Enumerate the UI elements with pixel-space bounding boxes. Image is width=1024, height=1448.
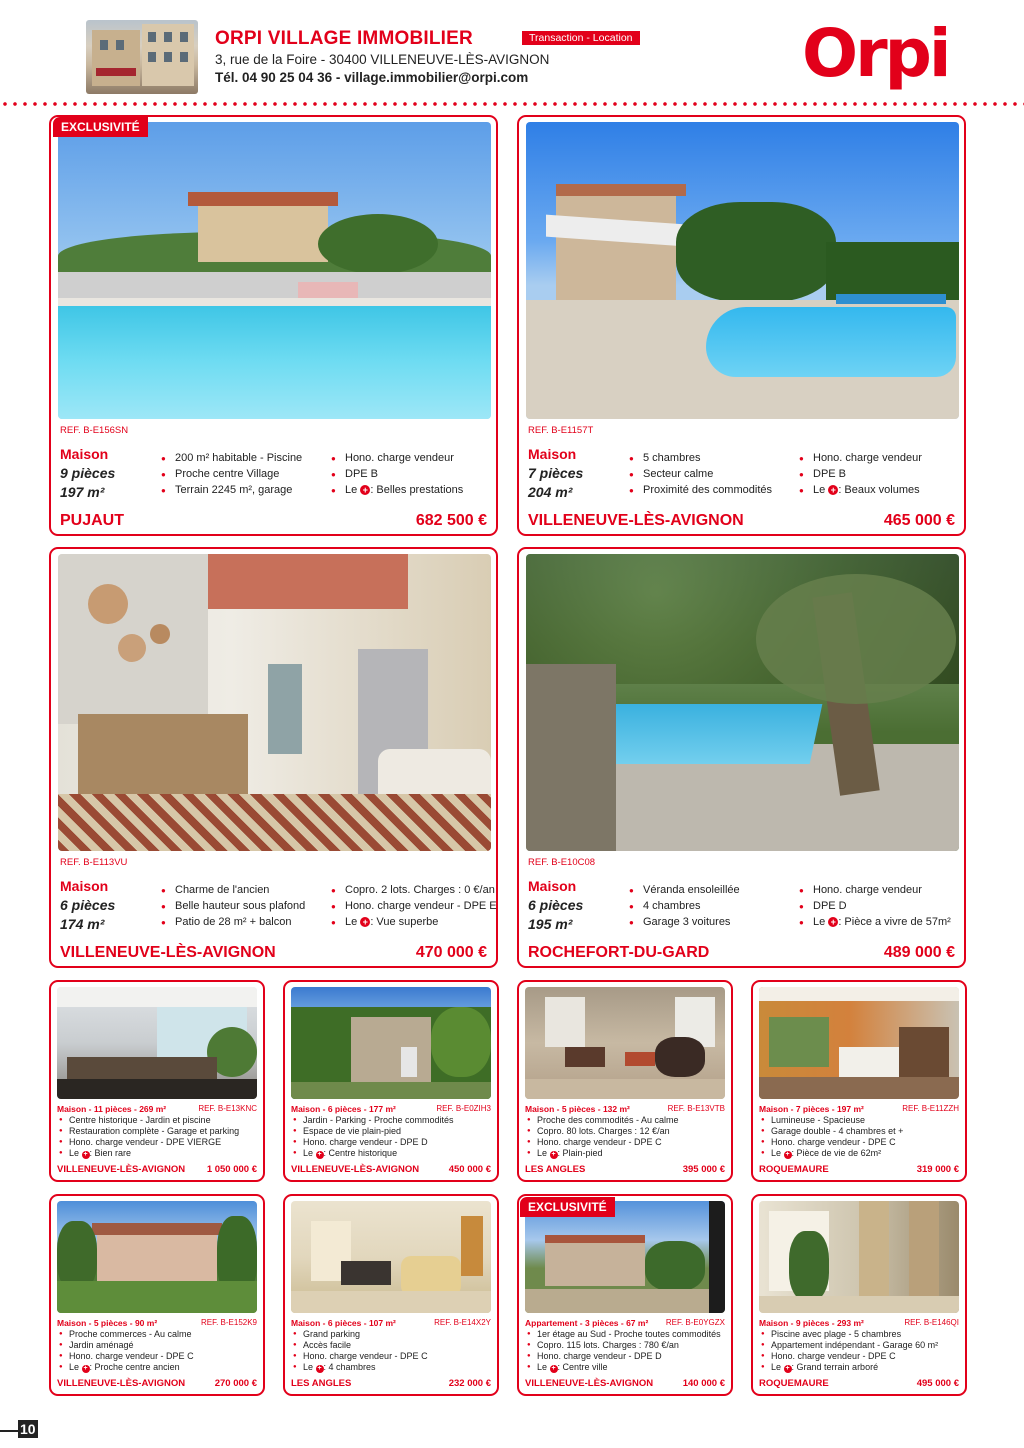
feature-item	[525, 1148, 679, 1159]
feature-item: ● Hono. charge vendeur - DPE C	[759, 1137, 903, 1148]
listing-price: 319 000 €	[916, 1164, 959, 1175]
feature-item	[525, 1362, 721, 1373]
listing-city: ROQUEMAURE	[759, 1164, 829, 1175]
listing-ref: REF. B-E113VU	[60, 857, 128, 868]
listing-area: 204 m²	[528, 484, 573, 500]
plus-icon: +	[360, 917, 370, 927]
feature-item: ● Belle hauteur sous plafond	[161, 900, 305, 912]
listing-ref: REF. B-E0YGZX	[665, 1318, 725, 1327]
listing-ref: REF. B-E1157T	[528, 425, 594, 436]
plus-text: : Centre historique	[323, 1148, 398, 1158]
feature-item: ● Garage double - 4 chambres et +	[759, 1126, 903, 1137]
listing-city: LES ANGLES	[525, 1164, 586, 1175]
plus-icon: +	[317, 1151, 322, 1158]
feature-list	[331, 884, 497, 932]
agency-address: 3, rue de la Foire - 30400 VILLENEUVE-LÈS-AVIGNON	[215, 52, 550, 67]
feature-item: ● Proche des commodités - Au calme	[525, 1115, 679, 1126]
plus-label: Le	[69, 1362, 80, 1372]
plus-text: : Centre ville	[557, 1362, 608, 1372]
listing-city: VILLENEUVE-LÈS-AVIGNON	[528, 512, 744, 529]
feature-item: ● Lumineuse - Spacieuse	[759, 1115, 903, 1126]
plus-text: : Grand terrain arboré	[791, 1362, 879, 1372]
feature-item	[331, 484, 463, 496]
listing-card[interactable]	[517, 980, 733, 1182]
feature-item: ● Hono. charge vendeur - DPE C	[525, 1137, 679, 1148]
feature-list	[799, 452, 922, 500]
listing-card[interactable]	[517, 1194, 733, 1396]
listing-city: ROQUEMAURE	[759, 1378, 829, 1389]
listing-head: Maison - 6 pièces - 177 m² REF. B-E0ZIH3	[291, 1104, 491, 1114]
plus-label: Le	[537, 1362, 548, 1372]
feature-item: ● Proximité des commodités	[629, 484, 772, 496]
feature-item: ● Secteur calme	[629, 468, 772, 480]
listing-ref: REF. B-E13VTB	[667, 1104, 725, 1113]
feature-item	[759, 1148, 903, 1159]
listing-city: VILLENEUVE-LÈS-AVIGNON	[60, 944, 276, 961]
plus-text: : Bien rare	[89, 1148, 132, 1158]
listing-photo	[759, 1201, 959, 1313]
listing-head: Maison - 9 pièces - 293 m² REF. B-E146QI	[759, 1318, 959, 1328]
feature-item: ● DPE D	[799, 900, 951, 912]
listing-price: 465 000 €	[883, 512, 955, 529]
dotted-divider	[0, 101, 1024, 107]
plus-text: : 4 chambres	[323, 1362, 376, 1372]
feature-item: ● Hono. charge vendeur - DPE C	[57, 1351, 194, 1362]
listing-card[interactable]	[751, 1194, 967, 1396]
plus-icon: +	[551, 1151, 556, 1158]
listing-photo	[526, 122, 959, 419]
plus-label: Le	[537, 1148, 548, 1158]
feature-item: ● Piscine avec plage - 5 chambres	[759, 1329, 938, 1340]
feature-item: ● Hono. charge vendeur - DPE D	[525, 1351, 721, 1362]
feature-item	[291, 1148, 454, 1159]
listing-photo	[291, 1201, 491, 1313]
listing-city: PUJAUT	[60, 512, 125, 529]
listing-city: VILLENEUVE-LÈS-AVIGNON	[291, 1164, 420, 1175]
feature-item: ● Jardin aménagé	[57, 1340, 194, 1351]
listing-price: 1 050 000 €	[206, 1164, 257, 1175]
feature-item: ● Restauration complète - Garage et parking	[57, 1126, 239, 1137]
feature-item: ● Centre historique - Jardin et piscine	[57, 1115, 239, 1126]
listing-price: 140 000 €	[682, 1378, 725, 1389]
feature-list	[291, 1115, 454, 1159]
plus-icon: +	[785, 1151, 790, 1158]
plus-icon: +	[785, 1365, 790, 1372]
feature-item: ● Patio de 28 m² + balcon	[161, 916, 305, 928]
feature-list	[525, 1115, 679, 1159]
exclusivity-badge: EXCLUSIVITÉ	[53, 117, 148, 137]
plus-label: Le	[771, 1148, 782, 1158]
feature-item: ● Grand parking	[291, 1329, 428, 1340]
feature-item	[57, 1362, 194, 1373]
listing-rooms: 6 pièces	[528, 897, 584, 913]
feature-item: ● Accès facile	[291, 1340, 428, 1351]
listing-price: 450 000 €	[448, 1164, 491, 1175]
exclusivity-badge: EXCLUSIVITÉ	[520, 1197, 615, 1217]
listing-rooms: 9 pièces	[60, 465, 116, 481]
listing-card[interactable]	[49, 115, 498, 536]
plus-icon: +	[317, 1365, 322, 1372]
feature-list	[759, 1329, 938, 1373]
feature-item: ● Hono. charge vendeur	[799, 884, 951, 896]
listing-photo	[57, 1201, 257, 1313]
feature-item: ● Charme de l'ancien	[161, 884, 305, 896]
plus-label: Le	[345, 484, 358, 496]
listing-area: 174 m²	[60, 916, 105, 932]
plus-text: : Belles prestations	[370, 484, 464, 496]
listing-city: VILLENEUVE-LÈS-AVIGNON	[57, 1164, 186, 1175]
listing-head: Maison - 5 pièces - 132 m² REF. B-E13VTB	[525, 1104, 725, 1114]
feature-item	[57, 1148, 239, 1159]
feature-item: ● DPE B	[331, 468, 463, 480]
listing-card[interactable]	[49, 980, 265, 1182]
listing-price: 232 000 €	[448, 1378, 491, 1389]
feature-list	[291, 1329, 428, 1373]
listing-card[interactable]	[49, 1194, 265, 1396]
plus-icon: +	[551, 1365, 556, 1372]
plus-icon: +	[83, 1365, 88, 1372]
feature-item: ● Hono. charge vendeur	[331, 452, 463, 464]
listing-card[interactable]	[751, 980, 967, 1182]
agency-tag: Transaction - Location	[522, 31, 640, 45]
plus-label: Le	[813, 916, 826, 928]
feature-item: ● Copro. 115 lots. Charges : 780 €/an	[525, 1340, 721, 1351]
feature-item: ● Proche commerces - Au calme	[57, 1329, 194, 1340]
feature-item: ● Garage 3 voitures	[629, 916, 740, 928]
plus-label: Le	[303, 1148, 314, 1158]
listing-type: Maison	[528, 446, 577, 462]
feature-list	[629, 452, 772, 500]
feature-item: ● Hono. charge vendeur - DPE D	[291, 1137, 454, 1148]
listing-card[interactable]	[517, 115, 966, 536]
listing-city: ROCHEFORT-DU-GARD	[528, 944, 710, 961]
listing-type: Maison	[528, 878, 577, 894]
feature-list	[57, 1115, 239, 1159]
feature-list	[759, 1115, 903, 1159]
listing-price: 682 500 €	[415, 512, 487, 529]
listing-price: 270 000 €	[214, 1378, 257, 1389]
listing-card[interactable]	[49, 547, 498, 968]
orpi-logo: Orpi	[802, 15, 949, 92]
feature-item: ● 5 chambres	[629, 452, 772, 464]
listing-city: VILLENEUVE-LÈS-AVIGNON	[525, 1378, 654, 1389]
listing-photo	[291, 987, 491, 1099]
listing-card[interactable]	[283, 1194, 499, 1396]
feature-item: ● Terrain 2245 m², garage	[161, 484, 302, 496]
feature-item: ● Copro. 80 lots. Charges : 12 €/an	[525, 1126, 679, 1137]
listing-photo	[526, 554, 959, 851]
listing-photo	[525, 987, 725, 1099]
listing-ref: REF. B-E11ZZH	[902, 1104, 959, 1113]
listing-photo	[759, 987, 959, 1099]
feature-list	[57, 1329, 194, 1373]
listing-area: 197 m²	[60, 484, 105, 500]
feature-list	[799, 884, 951, 932]
feature-item: ● Hono. charge vendeur	[799, 452, 922, 464]
feature-item: ● DPE B	[799, 468, 922, 480]
listing-head: Appartement - 3 pièces - 67 m² REF. B-E0YGZX	[525, 1318, 725, 1328]
listing-ref: REF. B-E14X2Y	[434, 1318, 491, 1327]
plus-icon: +	[360, 485, 370, 495]
listing-rooms: 6 pièces	[60, 897, 116, 913]
plus-text: : Pièce de vie de 62m²	[791, 1148, 882, 1158]
listing-ref: REF. B-E0ZIH3	[436, 1104, 491, 1113]
plus-icon: +	[83, 1151, 88, 1158]
agency-name: ORPI VILLAGE IMMOBILIER	[215, 28, 473, 49]
listing-price: 489 000 €	[883, 944, 955, 961]
feature-item	[759, 1362, 938, 1373]
feature-list	[629, 884, 740, 932]
feature-item	[291, 1362, 428, 1373]
plus-label: Le	[345, 916, 358, 928]
listing-photo	[525, 1201, 725, 1313]
plus-text: : Vue superbe	[370, 916, 439, 928]
feature-item: ● Appartement indépendant - Garage 60 m²	[759, 1340, 938, 1351]
listing-ref: REF. B-E10C08	[528, 857, 596, 868]
listing-price: 470 000 €	[415, 944, 487, 961]
feature-item: ● 1er étage au Sud - Proche toutes commodités	[525, 1329, 721, 1340]
listing-photo	[58, 122, 491, 419]
plus-text: : Plain-pied	[557, 1148, 603, 1158]
listing-head: Maison - 11 pièces - 269 m² REF. B-E13KNC	[57, 1104, 257, 1114]
feature-list	[161, 884, 305, 932]
plus-text: : Pièce a vivre de 57m²	[838, 916, 951, 928]
listing-ref: REF. B-E13KNC	[198, 1104, 257, 1113]
listing-head: Maison - 7 pièces - 197 m² REF. B-E11ZZH	[759, 1104, 959, 1114]
agency-photo	[86, 20, 198, 94]
feature-item: ● Hono. charge vendeur - DPE VIERGE	[57, 1137, 239, 1148]
feature-item	[799, 484, 922, 496]
feature-list	[331, 452, 463, 500]
listing-card[interactable]	[283, 980, 499, 1182]
feature-item: ● Hono. charge vendeur - DPE E	[331, 900, 497, 912]
feature-item: ● Espace de vie plain-pied	[291, 1126, 454, 1137]
feature-item: ● Proche centre Village	[161, 468, 302, 480]
listing-area: 195 m²	[528, 916, 573, 932]
listing-head: Maison - 6 pièces - 107 m² REF. B-E14X2Y	[291, 1318, 491, 1328]
feature-item: ● Copro. 2 lots. Charges : 0 €/an	[331, 884, 497, 896]
feature-item: ● Hono. charge vendeur - DPE C	[759, 1351, 938, 1362]
listing-price: 495 000 €	[916, 1378, 959, 1389]
listing-ref: REF. B-E152K9	[200, 1318, 257, 1327]
listing-price: 395 000 €	[682, 1164, 725, 1175]
plus-label: Le	[303, 1362, 314, 1372]
plus-label: Le	[813, 484, 826, 496]
feature-list	[161, 452, 302, 500]
feature-item: ● Jardin - Parking - Proche commodités	[291, 1115, 454, 1126]
plus-text: : Proche centre ancien	[89, 1362, 180, 1372]
feature-item: ● 4 chambres	[629, 900, 740, 912]
feature-item: ● Véranda ensoleillée	[629, 884, 740, 896]
listing-card[interactable]	[517, 547, 966, 968]
listing-ref: REF. B-E156SN	[60, 425, 129, 436]
plus-text: : Beaux volumes	[838, 484, 920, 496]
listing-ref: REF. B-E146QI	[904, 1318, 959, 1327]
plus-icon: +	[828, 485, 838, 495]
page-number: 10	[0, 1420, 40, 1440]
feature-item	[331, 916, 497, 928]
listing-type: Maison	[60, 446, 109, 462]
listing-rooms: 7 pièces	[528, 465, 584, 481]
plus-label: Le	[771, 1362, 782, 1372]
plus-icon: +	[828, 917, 838, 927]
listing-head: Maison - 5 pièces - 90 m² REF. B-E152K9	[57, 1318, 257, 1328]
agency-contact[interactable]: Tél. 04 90 25 04 36 - village.immobilier@orpi.com	[215, 70, 529, 85]
listing-photo	[58, 554, 491, 851]
listing-city: VILLENEUVE-LÈS-AVIGNON	[57, 1378, 186, 1389]
feature-item	[799, 916, 951, 928]
listing-photo	[57, 987, 257, 1099]
feature-list	[525, 1329, 721, 1373]
feature-item: ● 200 m² habitable - Piscine	[161, 452, 302, 464]
plus-label: Le	[69, 1148, 80, 1158]
listing-type: Maison	[60, 878, 109, 894]
listing-city: LES ANGLES	[291, 1378, 352, 1389]
feature-item: ● Hono. charge vendeur - DPE C	[291, 1351, 428, 1362]
